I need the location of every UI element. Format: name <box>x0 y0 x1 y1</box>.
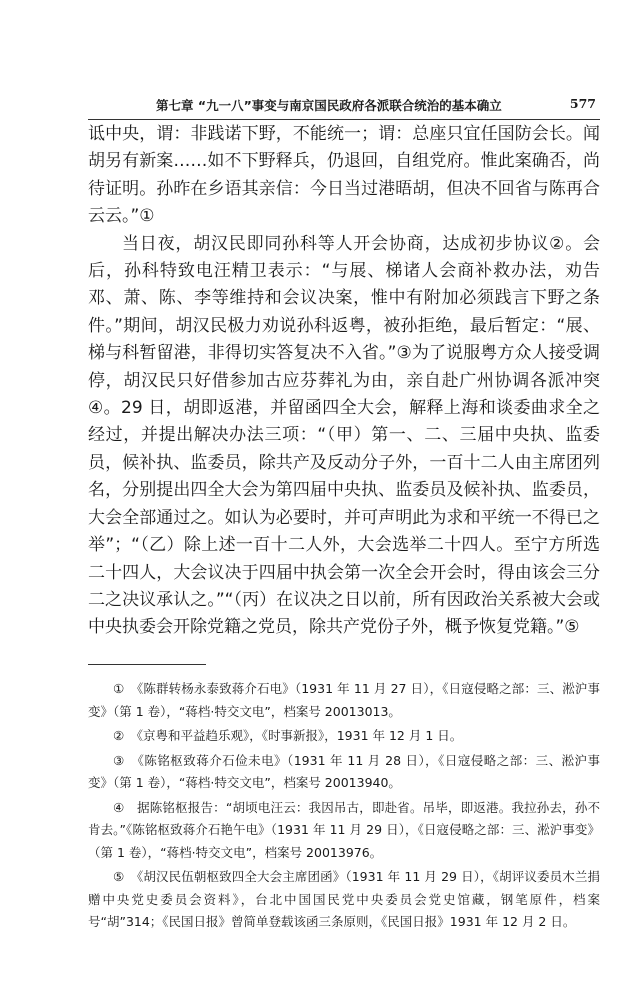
main-text <box>88 121 600 642</box>
page-number: 577 <box>569 96 596 111</box>
footnote-divider <box>88 664 206 665</box>
running-header <box>156 96 596 116</box>
chapter-title: 第七章 “九一八”事变与南京国民政府各派联合统治的基本确立 <box>156 98 502 113</box>
footnote-4: ④ 据陈铭枢报告：“胡顷电汪云：我因吊古，即赴省。吊毕，即返港。我拉孙去，孙不肯去。”《陈铭枢致蒋介石艳午电》（1931 年 11 月 29 日），《日寇侵略之部：三、淞沪事变》（第 1 卷），“蒋档·特交文电”，档案号 20013976。 <box>88 799 600 860</box>
header-rule <box>88 119 600 120</box>
body-paragraph-continued: 诋中央，谓：非践诺下野，不能统一；谓：总座只宜任国防会长。闻胡另有新案……如不下野释兵，仍退回，自组党府。惟此案确否，尚待证明。孙昨在乡语其亲信：今日当过港晤胡，但决不回省与陈再合云云。”① <box>88 124 600 227</box>
footnote-3: ③ 《陈铭枢致蒋介石俭未电》（1931 年 11 月 28 日），《日寇侵略之部：三、淞沪事变》（第 1 卷），“蒋档·特交文电”，档案号 20013940。 <box>88 752 600 790</box>
body-paragraph: 当日夜，胡汉民即同孙科等人开会协商，达成初步协议②。会后，孙科特致电汪精卫表示：“与展、梯诸人会商补救办法，劝告邓、萧、陈、李等维持和会议决案，惟中有附加必须践言下野之条件。”期间，胡汉民极力劝说孙科返粤，被孙拒绝，最后暂定：“展、梯与科暂留港，非得切实答复决不入省。”③为了说服粤方众人接受调停，胡汉民只好借参加古应芬葬礼为由，亲自赴广州协调各派冲突④。29 日，胡即返港，并留函四全大会，解释上海和谈委曲求全之经过，并提出解决办法三项：“（甲）第一、二、三届中央执、监委员，候补执、监委员，除共产及反动分子外，一百十二人由主席团列名，分别提出四全大会为第四届中央执、监委员及候补执、监委员，大会全部通过之。如认为必要时，并可声明此为求和平统一不得已之举”；“（乙）除上述一百十二人外，大会选举二十四人。至宁方所选二十四人，大会议决于四届中执会第一次全会开会时，得由该会三分二之决议承认之。”“（丙）在议决之日以前，所有因政治关系被大会或中央执委会开除党籍之党员，除共产党份子外，概予恢复党籍。”⑤ <box>88 233 600 638</box>
footnotes <box>88 678 600 934</box>
footnote-5: ⑤ 《胡汉民伍朝枢致四全大会主席团函》（1931 年 11 月 29 日），《胡评议委员木兰捐赠中央党史委员会资料》，台北中国国民党中央委员会党史馆藏，钢笔原件，档案号“胡”314；《民国日报》曾简单登载该函三条原则，《民国日报》1931 年 12 月 2 日。 <box>88 869 600 929</box>
footnote-1: ① 《陈群转杨永泰致蒋介石电》（1931 年 11 月 27 日），《日寇侵略之部：三、淞沪事变》（第 1 卷），“蒋档·特交文电”，档案号 20013013。 <box>88 681 600 719</box>
footnote-2: ② 《京粤和平益趋乐观》，《时事新报》，1931 年 12 月 1 日。 <box>113 728 463 743</box>
